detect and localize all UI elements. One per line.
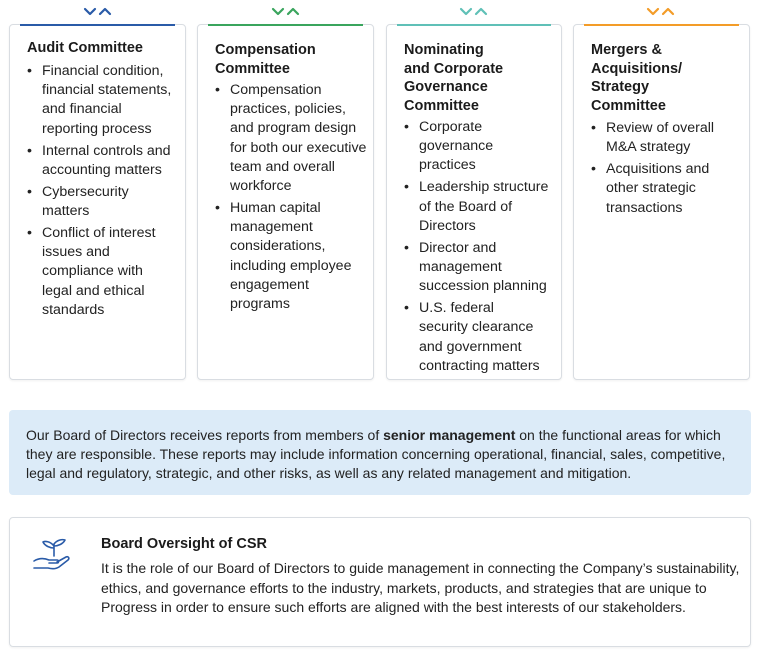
list-item: • Review of overall M&A strategy xyxy=(591,119,743,157)
list-item: • Financial condition, financial statements, and financial reporting process xyxy=(27,62,179,139)
list-item: • Cybersecurity matters xyxy=(27,183,179,221)
card-accent-bar xyxy=(584,24,739,26)
compensation-committee-card xyxy=(197,24,374,380)
list-item: • Internal controls and accounting matters xyxy=(27,142,179,180)
card-title: Nominating and Corporate Governance Committee xyxy=(404,42,504,114)
card-accent-bar xyxy=(397,24,551,26)
list-item: • Compensation practices, policies, and program design for both our executive team and overall workforce xyxy=(215,81,367,196)
senior-management-reports-note: Our Board of Directors receives reports from members of senior management on the functional areas for which they are responsible. These reports may include information concerning operational, financial, sales, competitive, legal and regulatory, strategic, and other risks, as well as any related management and mitigation. xyxy=(9,410,751,495)
csr-body: It is the role of our Board of Directors to guide management in connecting the Company’s sustainability, ethics, and governance efforts to the industry, markets, products, and strategies that are unique to Progress in order to ensure such efforts are aligned with the best interests of our stakeholders. xyxy=(101,560,740,615)
card-accent-bar xyxy=(208,24,363,26)
responsibility-list xyxy=(27,62,179,323)
card-title: Audit Committee xyxy=(27,40,143,56)
hand-plant-icon xyxy=(32,538,74,574)
responsibility-list xyxy=(591,119,743,221)
chevron-down-up-icon xyxy=(271,6,301,17)
card-title: Mergers & Acquisitions/ Strategy Committee xyxy=(591,42,683,114)
list-item: • Human capital management considerations, including employee engagement programs xyxy=(215,199,367,314)
chevron-down-up-icon xyxy=(83,6,113,17)
card-title: Compensation Committee xyxy=(215,42,316,77)
list-item: • Leadership structure of the Board of Directors xyxy=(404,178,555,236)
list-item: • Corporate governance practices xyxy=(404,118,555,176)
csr-title: Board Oversight of CSR xyxy=(101,536,267,552)
chevron-down-up-icon xyxy=(646,6,676,17)
mergers-acquisitions-strategy-committee-card xyxy=(573,24,750,380)
list-item: • Conflict of interest issues and compliance with legal and ethical standards xyxy=(27,224,179,320)
chevron-down-up-icon xyxy=(459,6,489,17)
responsibility-list xyxy=(215,81,367,317)
list-item: • U.S. federal security clearance and government contracting matters xyxy=(404,299,555,376)
nominating-governance-committee-card xyxy=(386,24,562,380)
responsibility-list xyxy=(404,118,555,379)
list-item: • Acquisitions and other strategic transactions xyxy=(591,160,743,218)
csr-oversight-box xyxy=(9,517,751,647)
list-item: • Director and management succession planning xyxy=(404,239,555,297)
audit-committee-card xyxy=(9,24,186,380)
card-accent-bar xyxy=(20,24,175,26)
